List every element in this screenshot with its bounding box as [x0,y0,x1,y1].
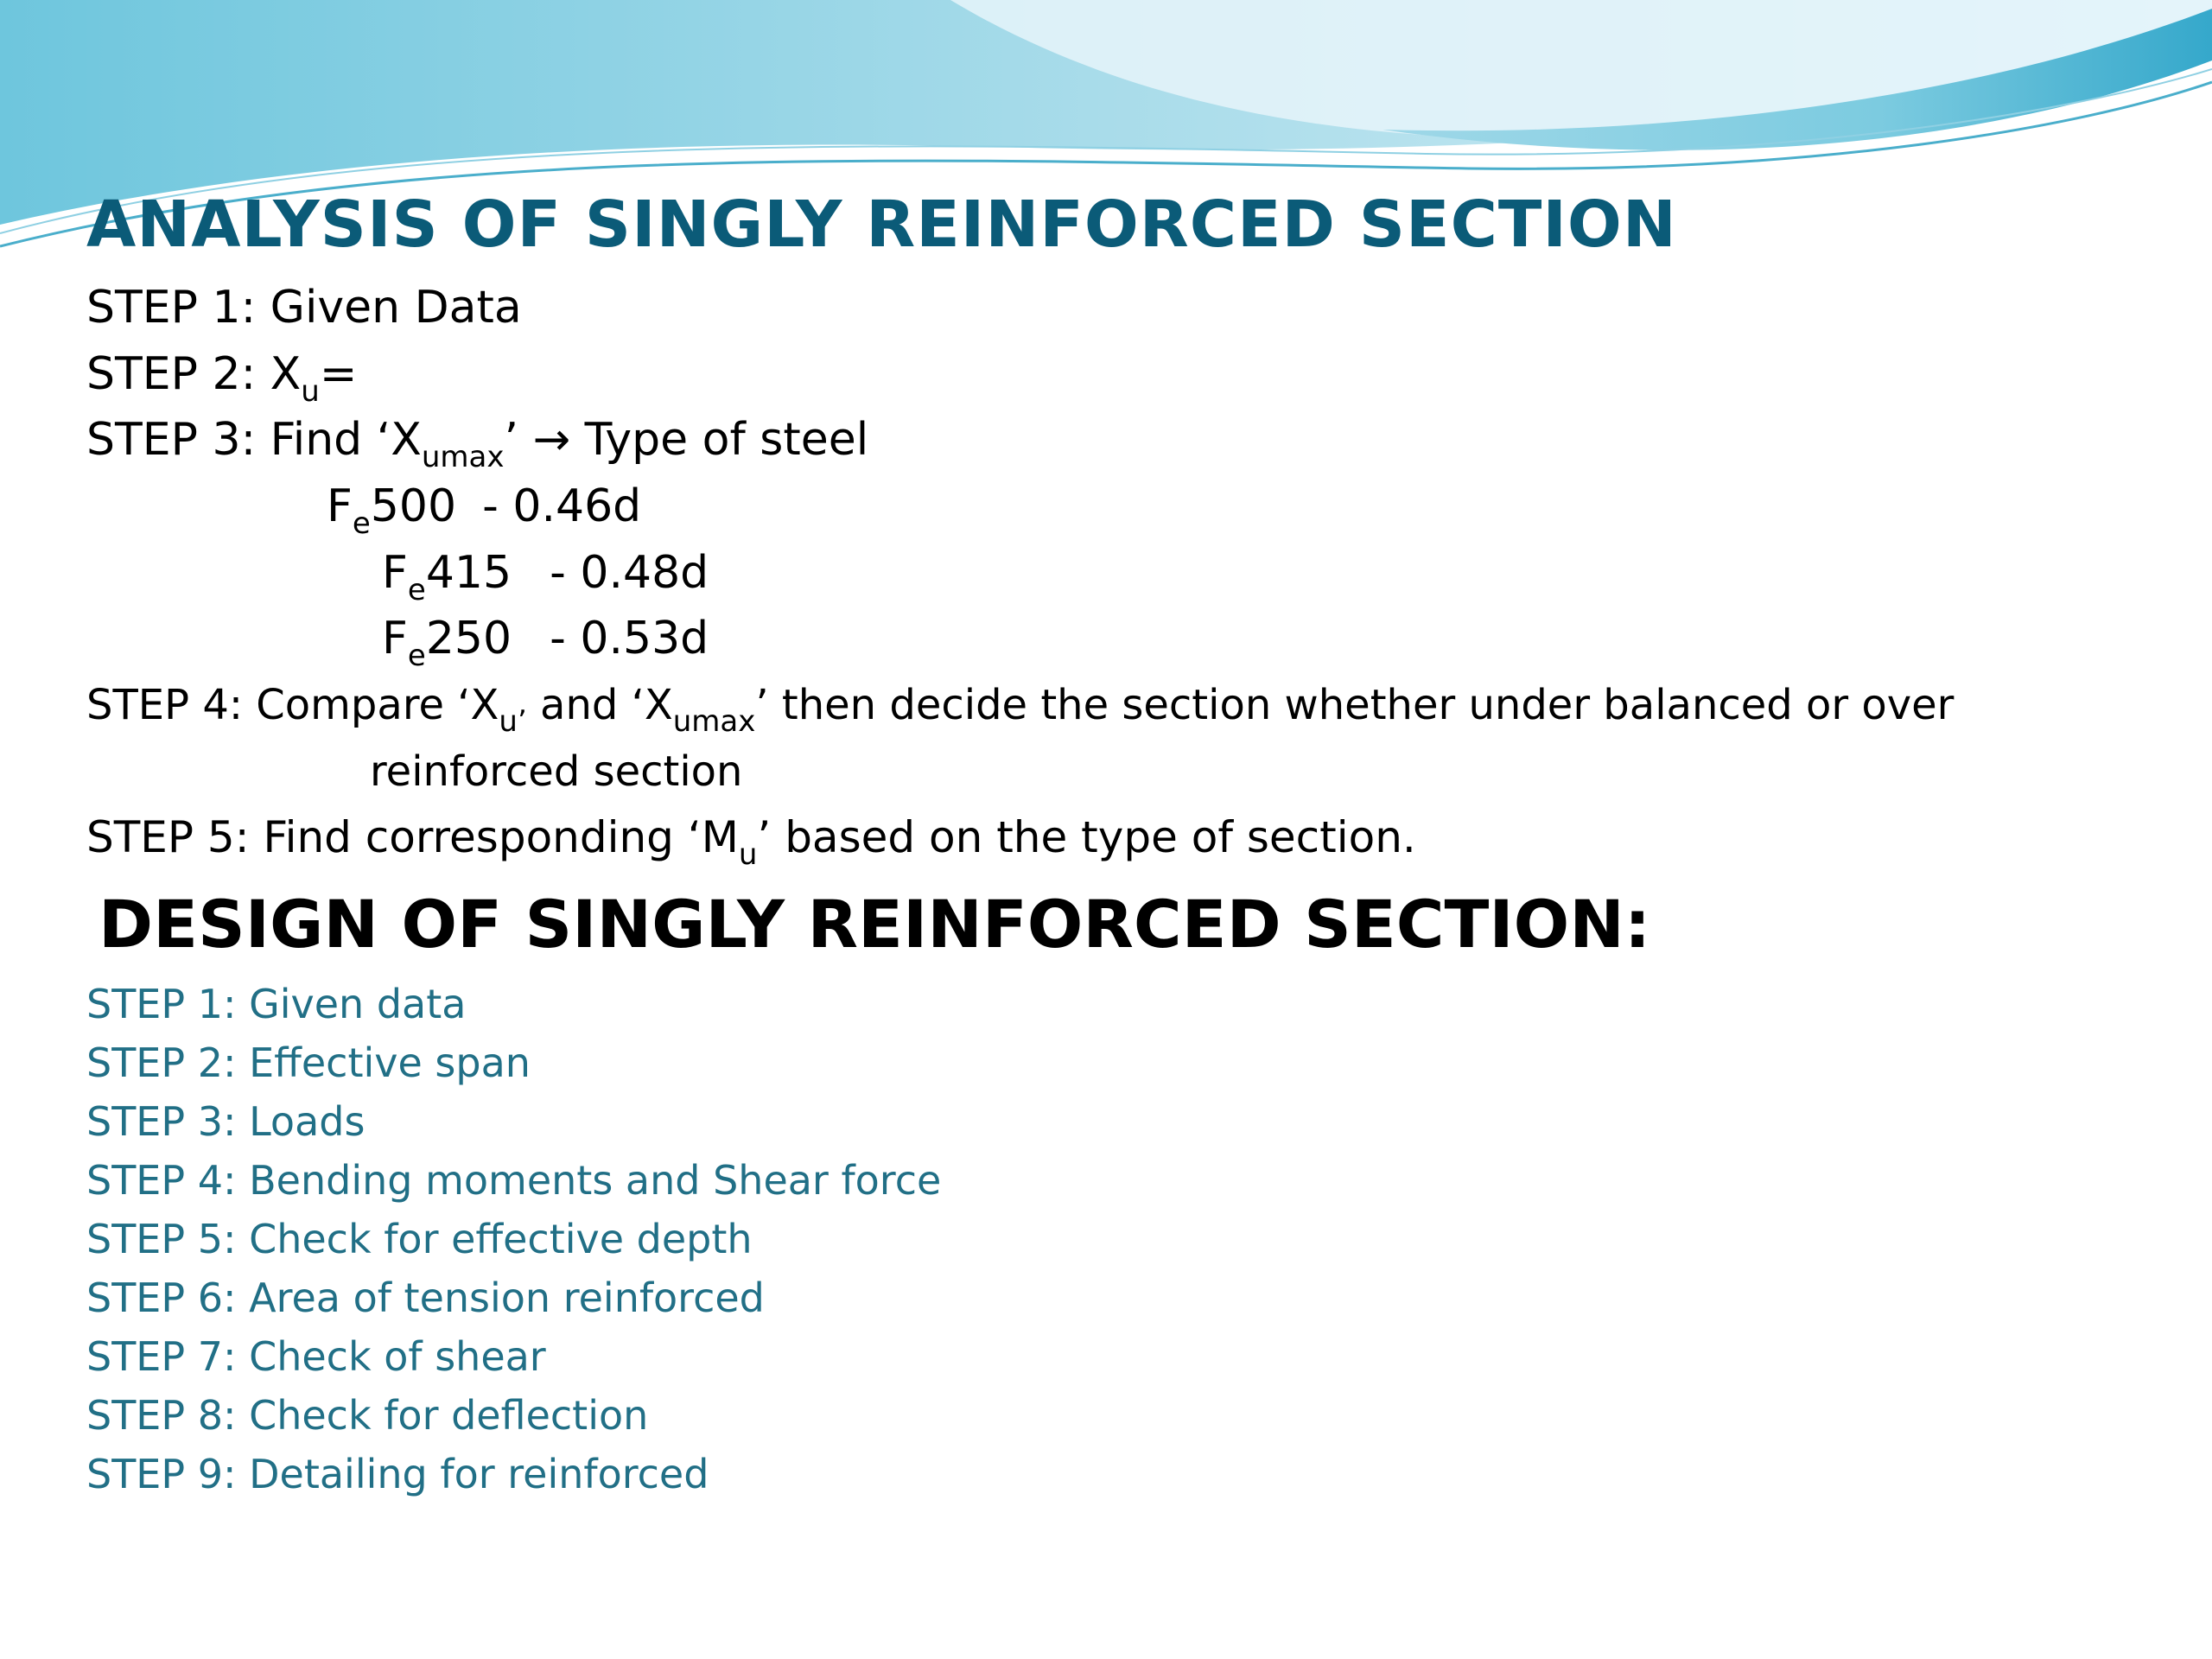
design-step-8: STEP 8: Check for deflection [86,1392,649,1439]
analysis-step-1 [86,281,522,334]
analysis-step-2-prefix: STEP 2: X [86,348,302,400]
analysis-step-5-prefix: STEP 5: Find corresponding ‘M [86,812,739,862]
analysis-step-2 [86,347,358,409]
analysis-step-3-tail: Type of steel [570,414,869,466]
steel-grade-prefix: F [382,547,408,599]
analysis-step-5-subscript: u [738,837,758,872]
steel-grade-prefix: F [327,480,353,532]
steel-grade-value: - 0.48d [550,547,709,599]
analysis-title [86,181,1677,268]
steel-grade-fe415 [382,546,709,607]
design-step-5: STEP 5: Check for effective depth [86,1216,753,1262]
analysis-step-4-mid: and ‘X [526,681,673,729]
right-arrow-icon: → [532,414,571,466]
analysis-step-3-suffix: ’ [504,414,533,466]
design-step-1: STEP 1: Given data [86,981,467,1027]
steel-grade-fe250 [382,612,709,673]
analysis-step-4-subscript-xu: u’ [499,704,527,739]
design-step-3: STEP 3: Loads [86,1098,365,1145]
analysis-step-3-subscript: umax [421,440,505,474]
steel-grade-number: 250 [425,613,512,664]
steel-grade-subscript: e [407,573,426,607]
analysis-step-1-text: STEP 1: Given Data [86,282,522,334]
design-step-2: STEP 2: Effective span [86,1039,531,1086]
analysis-step-4-prefix: STEP 4: Compare ‘X [86,681,499,729]
analysis-step-4-subscript-xumax: umax [672,704,756,739]
analysis-step-2-suffix: = [319,348,358,400]
design-step-7: STEP 7: Check of shear [86,1333,546,1380]
steel-grade-subscript: e [407,639,426,673]
design-title-text: DESIGN OF SINGLY REINFORCED SECTION: [99,886,1651,963]
steel-grade-number: 500 [370,480,457,532]
analysis-step-3 [86,413,869,474]
design-title [99,883,1650,966]
steel-grade-subscript: e [352,506,371,541]
analysis-step-5-suffix: ’ based on the type of section. [757,812,1416,862]
steel-grade-value: - 0.46d [482,480,642,532]
steel-grade-number: 415 [425,547,512,599]
analysis-title-text: ANALYSIS OF SINGLY REINFORCED SECTION [86,188,1677,262]
design-step-4: STEP 4: Bending moments and Shear force [86,1157,942,1204]
design-step-9: STEP 9: Detailing for reinforced [86,1451,709,1497]
analysis-step-5 [86,810,1416,872]
analysis-step-4 [86,678,1955,739]
steel-grade-prefix: F [382,613,408,664]
analysis-step-4-continuation-text: reinforced section [370,747,743,796]
analysis-step-4-continuation [370,745,742,798]
analysis-step-4-suffix: ’ then decide the section whether under balanced or over [755,681,1955,729]
analysis-step-3-prefix: STEP 3: Find ‘X [86,414,422,466]
design-step-6: STEP 6: Area of tension reinforced [86,1274,765,1321]
steel-grade-fe500 [327,480,642,541]
steel-grade-value: - 0.53d [550,613,709,664]
analysis-step-2-subscript: u [301,374,320,409]
